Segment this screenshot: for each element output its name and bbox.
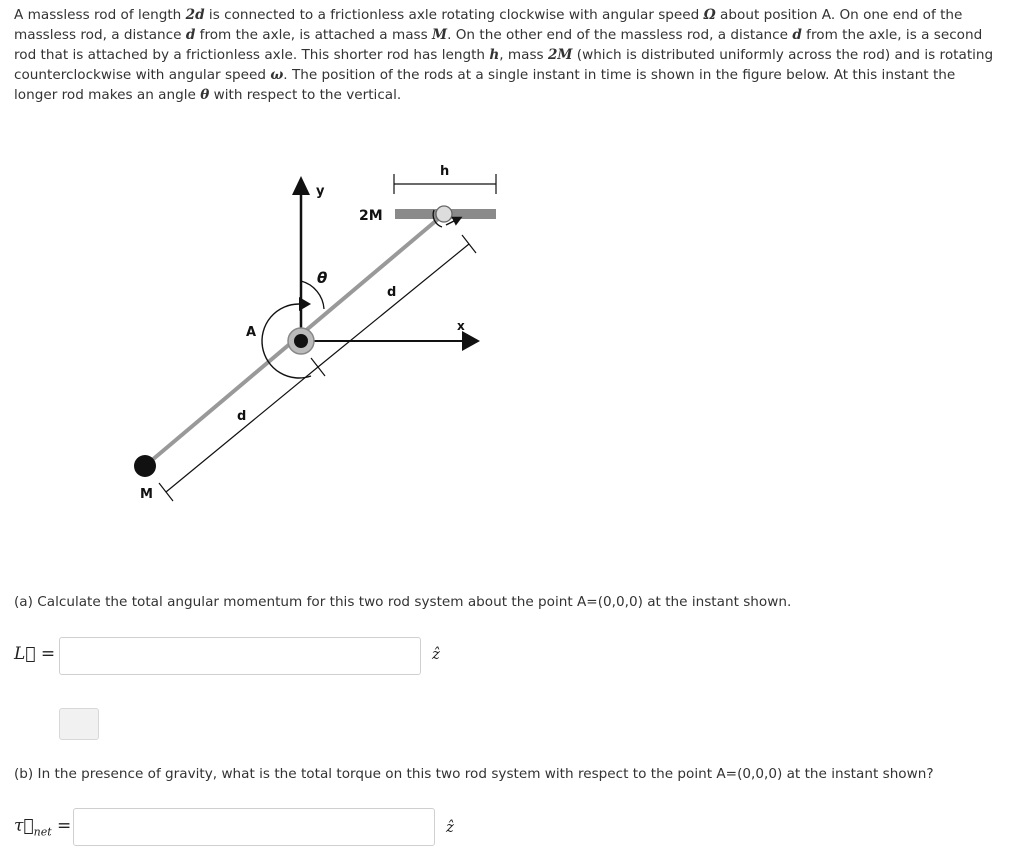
y-label: y	[316, 184, 325, 199]
problem-statement: A massless rod of length 2d is connected to a frictionless axle rotating clockwise with angular speed Ω about position A. On one end of the massless rod, a distance d from the axle, is attached a mass M. On the other end of the massless rod, a distance d from the axle, is a second rod that is attached by a frictionless axle. This shorter rod has length h, mass 2M (which is distributed uniformly across the rod) and is rotating counterclockwise with angular speed ω. The position of the rods at a single instant in time is shown in the figure below. At this instant the longer rod makes an angle θ with respect to the vertical.	[14, 7, 994, 103]
z-hat-unit-a: ẑ	[432, 645, 440, 663]
lower-d-label: d	[237, 409, 247, 424]
2m-label: 2M	[359, 208, 383, 224]
z-hat-unit-b: ẑ	[446, 818, 454, 836]
axle-a-inner	[294, 334, 308, 348]
upper-axle	[436, 206, 452, 222]
torque-equals: =	[51, 816, 72, 836]
omega-arrowhead	[299, 297, 311, 311]
torque-label	[14, 816, 71, 838]
x-arrowhead	[462, 331, 480, 351]
net-subscript: net	[33, 825, 52, 839]
torque-input[interactable]	[73, 808, 435, 846]
question-b: (b) In the presence of gravity, what is the total torque on this two rod system with respect to the point A=(0,0,0) at the instant shown?	[14, 766, 934, 782]
angular-momentum-label: L⃗ =	[14, 644, 56, 664]
m-label: M	[140, 487, 153, 502]
y-arrowhead	[292, 176, 310, 195]
a-label: A	[246, 325, 257, 340]
theta-label: θ	[317, 269, 328, 287]
preview-button[interactable]	[59, 708, 99, 740]
tau-symbol: τ⃗	[14, 816, 34, 836]
rod-diagram	[0, 130, 560, 510]
question-a: (a) Calculate the total angular momentum for this two rod system about the point A=(0,0,0) at the instant shown.	[14, 594, 792, 610]
angular-momentum-input[interactable]	[59, 637, 421, 675]
h-label: h	[440, 164, 450, 179]
x-label: x	[457, 319, 465, 333]
mass-m	[134, 455, 156, 477]
upper-d-label: d	[387, 285, 397, 300]
